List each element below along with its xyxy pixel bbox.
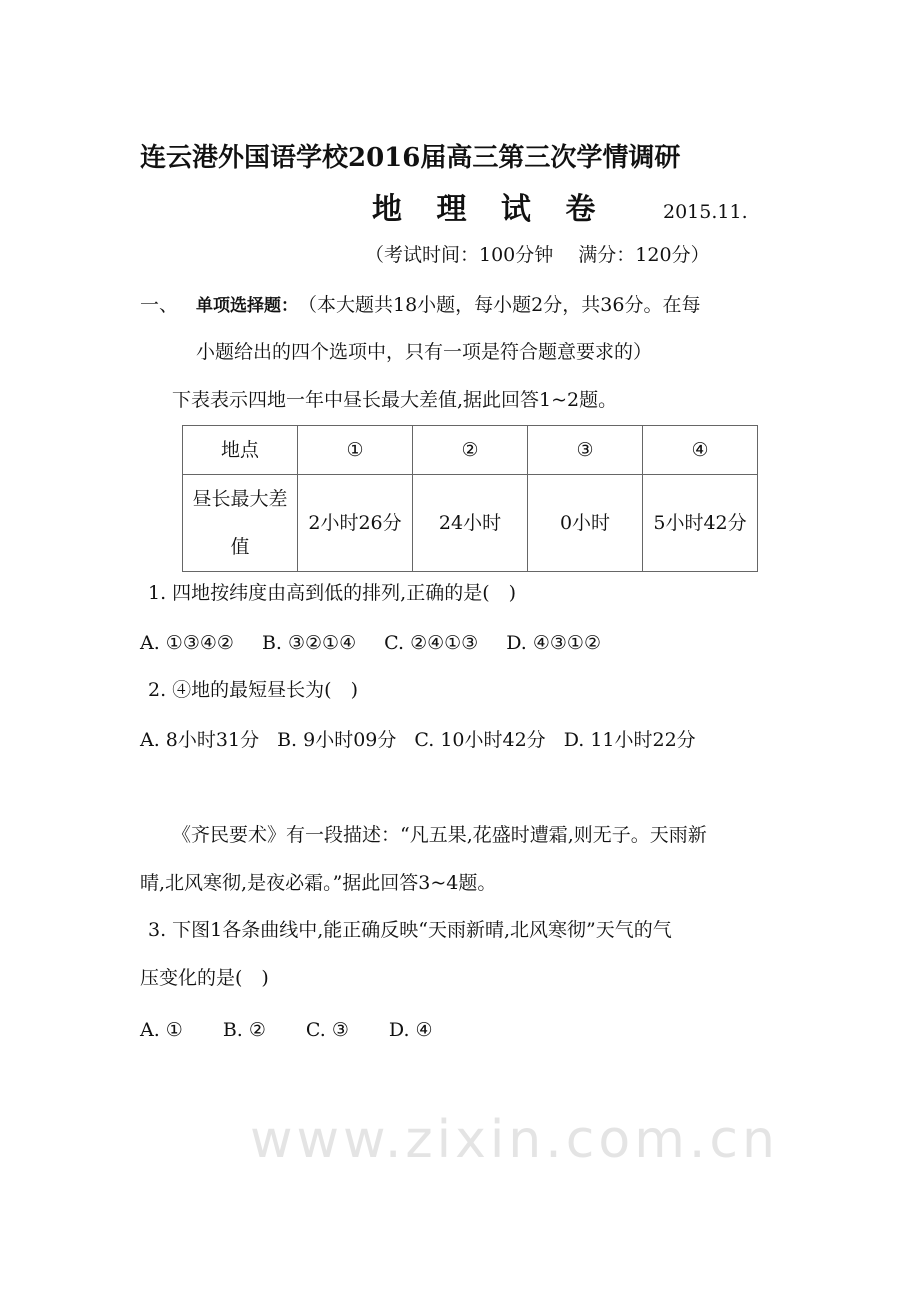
q1-option-c: C. ②④①③ [384,632,479,654]
q3-option-d: D. ④ [388,1019,433,1041]
q2-option-d: D. 11小时22分 [563,729,696,751]
q1-option-a: A. ①③④② [140,632,234,654]
exam-info: （考试时间：100分钟 满分：120分） [365,244,710,266]
question-3-stem-2: 压变化的是( ) [140,967,269,989]
section-number: 一、 [140,294,179,316]
section-desc-1: （本大题共18小题，每小题2分，共36分。在每 [298,294,701,316]
q3-option-c: C. ③ [305,1019,349,1041]
table-cell: 5小时42分 [643,475,758,572]
day-length-table [182,425,758,572]
table-header: ① [298,426,413,475]
q3-options [140,1018,433,1042]
q3-option-a: A. ① [140,1019,183,1041]
table-cell: 2小时26分 [298,475,413,572]
q1-option-b: B. ③②①④ [261,632,357,654]
intro-text: 下表表示四地一年中昼长最大差值,据此回答1~2题。 [172,389,618,411]
section-desc-2: 小题给出的四个选项中，只有一项是符合题意要求的） [196,341,653,363]
table-row-label: 昼长最大差值 [183,475,298,572]
section-heading [140,293,700,318]
table-header: ④ [643,426,758,475]
school-title: 连云港外国语学校2016届高三第三次学情调研 [140,143,681,173]
q2-options [140,728,800,752]
passage-line-2: 晴,北风寒彻,是夜必霜。”据此回答3~4题。 [140,872,497,894]
q1-options [140,631,601,655]
q1-option-d: D. ④③①② [506,632,601,654]
exam-date: 2015.11. [663,201,748,223]
watermark: www.zixin.com.cn [250,1110,779,1170]
subject-title: 地 理 试 卷 [372,192,608,227]
table-cell: 24小时 [413,475,528,572]
section-label: 单项选择题： [196,296,298,316]
table-header: 地点 [183,426,298,475]
question-3-stem-1: 3. 下图1各条曲线中,能正确反映“天雨新晴,北风寒彻”天气的气 [148,919,672,941]
table-header: ③ [528,426,643,475]
table-header: ② [413,426,528,475]
question-1-stem: 1. 四地按纬度由高到低的排列,正确的是( ) [148,582,517,604]
question-2-stem: 2. ④地的最短昼长为( ) [148,679,358,701]
q2-option-a: A. 8小时31分 [140,729,260,751]
q2-option-c: C. 10小时42分 [414,729,546,751]
table-cell: 0小时 [528,475,643,572]
q2-option-b: B. 9小时09分 [277,729,397,751]
q3-option-b: B. ② [222,1019,266,1041]
passage-line-1: 《齐民要术》有一段描述：“凡五果,花盛时遭霜,则无子。天雨新 [172,824,707,846]
